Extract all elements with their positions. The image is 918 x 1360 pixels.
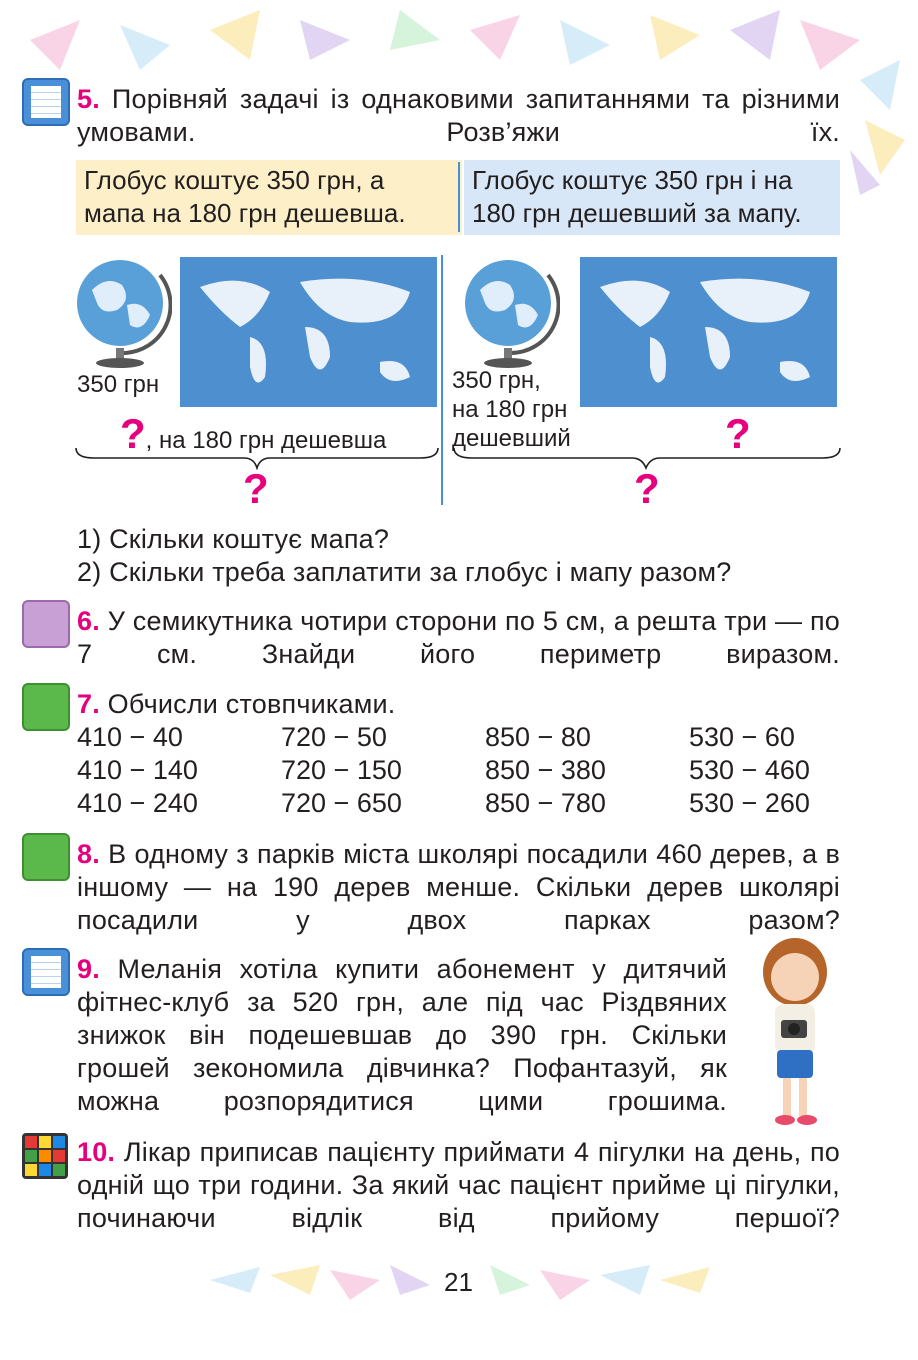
task-body: У семикутника чотири сторони по 5 см, а решта три — по 7 см. Знайди його периметр виразом. — [77, 606, 841, 669]
globe-price-right — [452, 366, 571, 453]
home-icon — [22, 683, 70, 731]
world-map-left — [180, 257, 437, 407]
notebook-icon — [22, 948, 70, 996]
expression: 410 − 240 — [77, 788, 198, 818]
condition-left — [76, 160, 462, 235]
expression: 530 − 460 — [689, 755, 810, 785]
expression: 720 − 650 — [281, 788, 402, 818]
expression: 850 − 780 — [485, 788, 606, 818]
expression: 410 − 140 — [77, 755, 198, 785]
price-line: 350 грн, — [452, 367, 541, 394]
expr-column-4 — [689, 721, 810, 820]
task-body: Порівняй задачі із однаковими запитаннями та різними умовами. Розв’яжи їх. — [77, 84, 841, 147]
home-icon — [22, 833, 70, 881]
math-tools-icon — [22, 600, 70, 648]
task-9-text — [77, 953, 727, 1118]
price-line: дешевший — [452, 425, 571, 452]
task-body: Обчисли стовпчиками. — [107, 689, 396, 719]
expression: 720 − 150 — [281, 755, 402, 785]
condition-line: 180 грн дешевший за мапу. — [472, 198, 802, 228]
expression: 410 − 40 — [77, 722, 183, 752]
task-number: 10. — [77, 1137, 116, 1167]
condition-line: мапа на 180 грн дешевша. — [84, 198, 406, 228]
task-body: В одному з парків міста школярі посадили 460 дерев, а в іншому — на 190 дерев менше. Скільки дерев школярі посадили у двох парках разом? — [77, 839, 841, 935]
expression: 850 − 380 — [485, 755, 606, 785]
globe-image — [460, 255, 560, 370]
expression: 530 − 260 — [689, 788, 810, 818]
task-8-text — [77, 838, 840, 937]
task-body: Лікар приписав пацієнту приймати 4 пігулки на день, по одній що три години. За який час пацієнт прийме ці пігулки, починаючи відлік від прийому першої? — [77, 1137, 840, 1233]
question-2: 2) Скільки треба заплатити за глобус і мапу разом? — [77, 557, 732, 587]
rubiks-cube-icon — [22, 1133, 68, 1179]
question-mark: ? — [120, 410, 146, 457]
expression: 530 − 60 — [689, 722, 795, 752]
globe-price-left: 350 грн — [77, 371, 160, 398]
expr-column-2 — [281, 721, 402, 820]
task-number: 9. — [77, 954, 100, 984]
total-question-left: ? — [243, 465, 269, 512]
question-caption: , на 180 грн дешевша — [145, 427, 387, 454]
task-number: 8. — [77, 839, 100, 869]
task-6-text — [77, 605, 840, 671]
task-number: 6. — [77, 606, 100, 636]
task-7-text — [77, 688, 395, 721]
expr-column-3 — [485, 721, 606, 820]
task-10-text — [77, 1136, 840, 1235]
task-number: 5. — [77, 84, 100, 114]
expr-column-1 — [77, 721, 198, 820]
task-body: Меланія хотіла купити абонемент у дитячий фітнес-клуб за 520 грн, але під час Різдвяних знижок він подешевшав до 390 грн. Скільки грошей зекономила дівчинка? Пофантазуй, як можна розпорядитися цими грошима. — [77, 954, 728, 1116]
page-number: 21 — [444, 1267, 473, 1297]
notebook-icon — [22, 78, 70, 126]
girl-with-camera-image — [745, 932, 845, 1132]
globe-image — [72, 255, 172, 370]
task-5-text — [77, 83, 840, 149]
price-line: на 180 грн — [452, 396, 568, 423]
expression: 720 − 50 — [281, 722, 387, 752]
question-1: 1) Скільки коштує мапа? — [77, 524, 390, 554]
condition-line: Глобус коштує 350 грн, а — [84, 165, 385, 195]
task-number: 7. — [77, 689, 100, 719]
expression: 850 − 80 — [485, 722, 591, 752]
divider — [458, 162, 460, 232]
condition-right — [464, 160, 840, 235]
vertical-divider — [441, 255, 443, 505]
total-question-right: ? — [634, 465, 660, 512]
world-map-right — [580, 257, 837, 407]
map-question-right: ? — [725, 410, 751, 457]
condition-line: Глобус коштує 350 грн і на — [472, 165, 793, 195]
